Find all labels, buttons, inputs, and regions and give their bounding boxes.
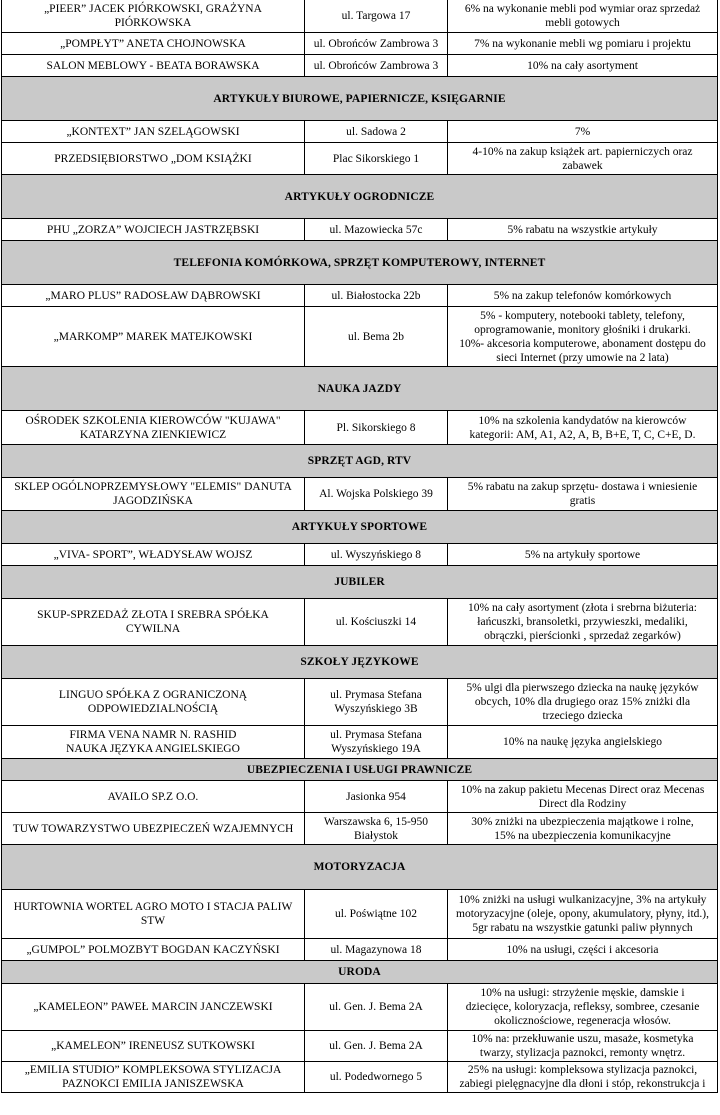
address-cell: ul. Sadowa 2 bbox=[305, 121, 448, 143]
discount-cell: 30% zniżki na ubezpieczenia majątkowe i rolne, 15% na ubezpieczenia komunikacyjne bbox=[448, 813, 718, 845]
business-name-cell: PHU „ZORZA” WOJCIECH JASTRZĘBSKI bbox=[2, 219, 305, 241]
category-header-row bbox=[2, 646, 718, 679]
discount-cell: 5% - komputery, notebooki tablety, telefony, oprogramowanie, monitory głośniki i drukarki. 10%- akcesoria komputerowe, abonament dostępu do sieci Internet (przy umowie na 2 lata) bbox=[448, 307, 718, 367]
address-cell: ul. Poświątne 102 bbox=[305, 890, 448, 939]
discounts-table bbox=[1, 0, 718, 1093]
address-cell: ul. Gen. J. Bema 2A bbox=[305, 984, 448, 1031]
table-row bbox=[2, 813, 718, 845]
discount-cell: 10% na naukę języka angielskiego bbox=[448, 726, 718, 759]
business-name-cell: „KAMELEON” PAWEŁ MARCIN JANCZEWSKI bbox=[2, 984, 305, 1031]
address-cell: Pl. Sikorskiego 8 bbox=[305, 411, 448, 445]
discount-cell: 10% na usługi, części i akcesoria bbox=[448, 939, 718, 961]
address-cell: ul. Magazynowa 18 bbox=[305, 939, 448, 961]
address-cell: ul. Wyszyńskiego 8 bbox=[305, 544, 448, 566]
business-name-cell: TUW TOWARZYSTWO UBEZPIECZEŃ WZAJEMNYCH bbox=[2, 813, 305, 845]
address-cell: Al. Wojska Polskiego 39 bbox=[305, 478, 448, 511]
discount-cell: 4-10% na zakup książek art. papierniczych oraz zabawek bbox=[448, 143, 718, 175]
business-name-cell: FIRMA VENA NAMR N. RASHID NAUKA JĘZYKA ANGIELSKIEGO bbox=[2, 726, 305, 759]
business-name-cell: „MARO PLUS” RADOSŁAW DĄBROWSKI bbox=[2, 285, 305, 307]
category-title: TELEFONIA KOMÓRKOWA, SPRZĘT KOMPUTEROWY, INTERNET bbox=[2, 241, 718, 285]
table-row bbox=[2, 478, 718, 511]
business-name-cell: „GUMPOL” POLMOZBYT BOGDAN KACZYŃSKI bbox=[2, 939, 305, 961]
discount-cell: 7% bbox=[448, 121, 718, 143]
category-header-row bbox=[2, 566, 718, 599]
table-row bbox=[2, 55, 718, 77]
table-row bbox=[2, 1031, 718, 1062]
address-cell: ul. Prymasa Stefana Wyszyńskiego 3B bbox=[305, 679, 448, 726]
discount-cell: 10% zniżki na usługi wulkanizacyjne, 3% na artykuły motoryzacyjne (oleje, opony, akumulatory, płyny, itd.), 5gr rabatu na wszystkie gatunki paliw płynnych bbox=[448, 890, 718, 939]
table-row bbox=[2, 33, 718, 55]
table-row bbox=[2, 984, 718, 1031]
category-title: NAUKA JAZDY bbox=[2, 367, 718, 411]
business-name-cell: HURTOWNIA WORTEL AGRO MOTO I STACJA PALIW STW bbox=[2, 890, 305, 939]
address-cell: Warszawska 6, 15-950 Białystok bbox=[305, 813, 448, 845]
business-name-cell: OŚRODEK SZKOLENIA KIEROWCÓW "KUJAWA" KATARZYNA ZIENKIEWICZ bbox=[2, 411, 305, 445]
address-cell: ul. Kościuszki 14 bbox=[305, 599, 448, 646]
discount-cell: 10% na cały asortyment (złota i srebrna biżuteria: łańcuszki, bransoletki, przywieszki, medaliki, obrączki, pierścionki , sprzedaż zegarków) bbox=[448, 599, 718, 646]
category-title: ARTYKUŁY OGRODNICZE bbox=[2, 175, 718, 219]
table-row bbox=[2, 939, 718, 961]
category-title: SZKOŁY JĘZYKOWE bbox=[2, 646, 718, 679]
table-row bbox=[2, 121, 718, 143]
address-cell: ul. Białostocka 22b bbox=[305, 285, 448, 307]
category-header-row bbox=[2, 241, 718, 285]
category-title: URODA bbox=[2, 961, 718, 984]
discount-cell: 10% na cały asortyment bbox=[448, 55, 718, 77]
address-cell: ul. Podedwornego 5 bbox=[305, 1062, 448, 1093]
discounts-table-body bbox=[2, 0, 718, 1093]
table-row bbox=[2, 781, 718, 813]
table-row bbox=[2, 1062, 718, 1093]
business-name-cell: „KAMELEON” IRENEUSZ SUTKOWSKI bbox=[2, 1031, 305, 1062]
business-name-cell: LINGUO SPÓŁKA Z OGRANICZONĄ ODPOWIEDZIALNOŚCIĄ bbox=[2, 679, 305, 726]
address-cell: ul. Prymasa Stefana Wyszyńskiego 19A bbox=[305, 726, 448, 759]
discount-cell: 5% na artykuły sportowe bbox=[448, 544, 718, 566]
discount-cell: 6% na wykonanie mebli pod wymiar oraz sprzedaż mebli gotowych bbox=[448, 0, 718, 33]
business-name-cell: SKUP-SPRZEDAŻ ZŁOTA I SREBRA SPÓŁKA CYWILNA bbox=[2, 599, 305, 646]
business-name-cell: „MARKOMP” MAREK MATEJKOWSKI bbox=[2, 307, 305, 367]
table-row bbox=[2, 890, 718, 939]
category-title: JUBILER bbox=[2, 566, 718, 599]
address-cell: ul. Bema 2b bbox=[305, 307, 448, 367]
discount-cell: 5% ulgi dla pierwszego dziecka na naukę języków obcych, 10% dla drugiego oraz 15% zniżki dla trzeciego dziecka bbox=[448, 679, 718, 726]
business-name-cell: SALON MEBLOWY - BEATA BORAWSKA bbox=[2, 55, 305, 77]
table-row bbox=[2, 285, 718, 307]
category-header-row bbox=[2, 175, 718, 219]
category-title: ARTYKUŁY SPORTOWE bbox=[2, 511, 718, 544]
discount-cell: 5% rabatu na zakup sprzętu- dostawa i wniesienie gratis bbox=[448, 478, 718, 511]
table-row bbox=[2, 0, 718, 33]
address-cell: ul. Gen. J. Bema 2A bbox=[305, 1031, 448, 1062]
category-title: MOTORYZACJA bbox=[2, 845, 718, 890]
table-row bbox=[2, 219, 718, 241]
business-name-cell: „PIEER” JACEK PIÓRKOWSKI, GRAŻYNA PIÓRKOWSKA bbox=[2, 0, 305, 33]
business-name-cell: „EMILIA STUDIO” KOMPLEKSOWA STYLIZACJA PAZNOKCI EMILIA JANISZEWSKA bbox=[2, 1062, 305, 1093]
business-name-cell: „POMPŁYT” ANETA CHOJNOWSKA bbox=[2, 33, 305, 55]
category-title: SPRZĘT AGD, RTV bbox=[2, 445, 718, 478]
discount-cell: 10% na: przekłuwanie uszu, masaże, kosmetyka twarzy, stylizacja paznokci, remonty wnętrz. bbox=[448, 1031, 718, 1062]
table-row bbox=[2, 679, 718, 726]
table-row bbox=[2, 411, 718, 445]
discount-cell: 7% na wykonanie mebli wg pomiaru i projektu bbox=[448, 33, 718, 55]
category-header-row bbox=[2, 445, 718, 478]
category-header-row bbox=[2, 511, 718, 544]
business-name-cell: PRZEDSIĘBIORSTWO „DOM KSIĄŻKI bbox=[2, 143, 305, 175]
discount-cell: 5% rabatu na wszystkie artykuły bbox=[448, 219, 718, 241]
table-row bbox=[2, 599, 718, 646]
business-name-cell: „VIVA- SPORT”, WŁADYSŁAW WOJSZ bbox=[2, 544, 305, 566]
address-cell: ul. Obrońców Zambrowa 3 bbox=[305, 55, 448, 77]
table-row bbox=[2, 307, 718, 367]
address-cell: ul. Targowa 17 bbox=[305, 0, 448, 33]
address-cell: Jasionka 954 bbox=[305, 781, 448, 813]
discount-cell: 10% na szkolenia kandydatów na kierowców kategorii: AM, A1, A2, A, B, B+E, T, C, C+E, D. bbox=[448, 411, 718, 445]
table-row bbox=[2, 544, 718, 566]
table-row bbox=[2, 726, 718, 759]
category-header-row bbox=[2, 759, 718, 781]
category-header-row bbox=[2, 961, 718, 984]
discount-cell: 10% na zakup pakietu Mecenas Direct oraz Mecenas Direct dla Rodziny bbox=[448, 781, 718, 813]
category-header-row bbox=[2, 77, 718, 121]
address-cell: ul. Obrońców Zambrowa 3 bbox=[305, 33, 448, 55]
address-cell: ul. Mazowiecka 57c bbox=[305, 219, 448, 241]
table-row bbox=[2, 143, 718, 175]
discount-cell: 25% na usługi: kompleksowa stylizacja paznokci, zabiegi pielęgnacyjne dla dłoni i stóp, rekonstrukcja i bbox=[448, 1062, 718, 1093]
business-name-cell: AVAILO SP.Z O.O. bbox=[2, 781, 305, 813]
category-header-row bbox=[2, 367, 718, 411]
category-title: ARTYKUŁY BIUROWE, PAPIERNICZE, KSIĘGARNIE bbox=[2, 77, 718, 121]
address-cell: Plac Sikorskiego 1 bbox=[305, 143, 448, 175]
business-name-cell: „KONTEXT” JAN SZELĄGOWSKI bbox=[2, 121, 305, 143]
discount-cell: 5% na zakup telefonów komórkowych bbox=[448, 285, 718, 307]
business-name-cell: SKLEP OGÓLNOPRZEMYSŁOWY "ELEMIS" DANUTA JAGODZIŃSKA bbox=[2, 478, 305, 511]
category-header-row bbox=[2, 845, 718, 890]
category-title: UBEZPIECZENIA I USŁUGI PRAWNICZE bbox=[2, 759, 718, 781]
discount-cell: 10% na usługi: strzyżenie męskie, damskie i dziecięce, koloryzacja, refleksy, sombree, czesanie okolicznościowe, regeneracja włosów. bbox=[448, 984, 718, 1031]
